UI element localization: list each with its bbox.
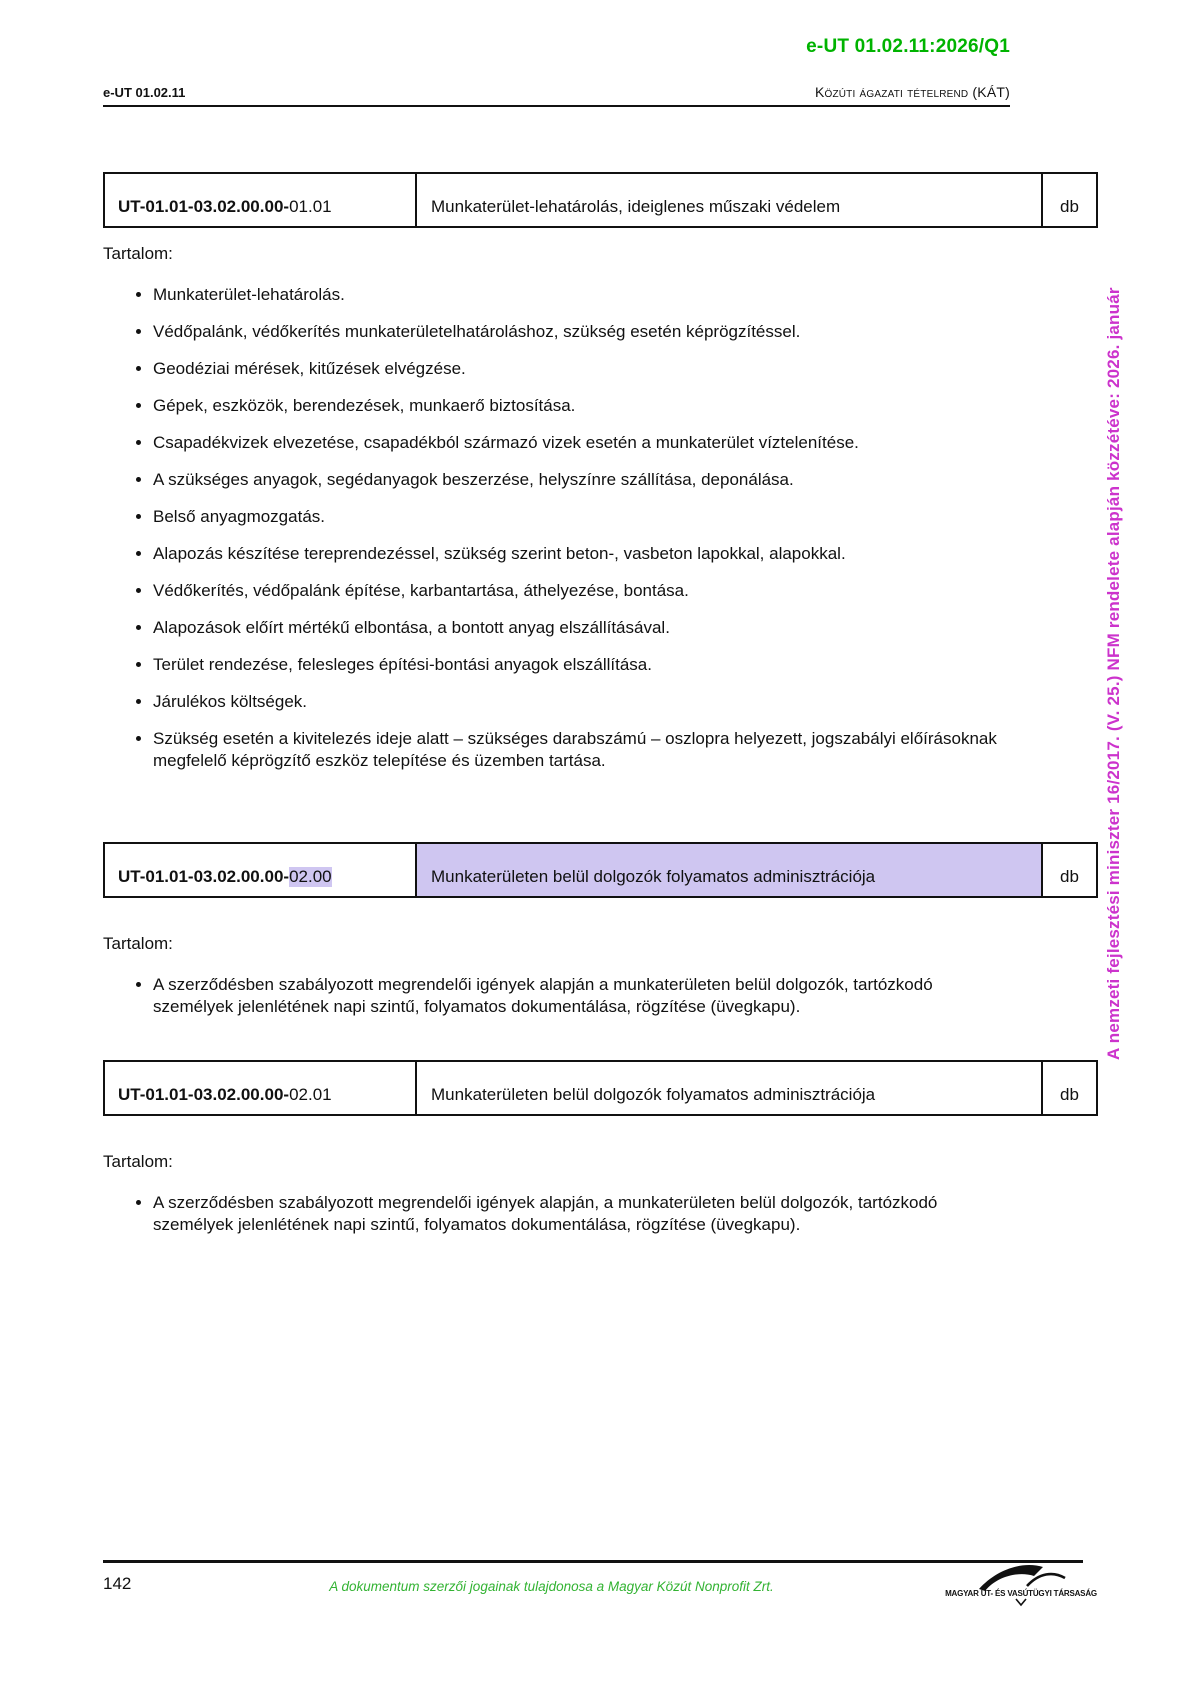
chevron-down-icon [1014, 1598, 1028, 1607]
bullet-item: • Geodéziai mérések, kitűzések elvégzése. [153, 358, 1003, 380]
item-code-suffix: 02.01 [289, 1085, 332, 1104]
content-bullet-list [103, 974, 1098, 1018]
bullet-item: • A szükséges anyagok, segédanyagok beszerzése, helyszínre szállítása, deponálása. [153, 469, 1003, 491]
item-title-cell-highlighted [417, 844, 1043, 896]
page-body [103, 172, 1098, 1251]
item-header-row [103, 842, 1098, 898]
running-header-left: e-UT 01.02.11 [103, 85, 186, 100]
item-section-02-01 [103, 1060, 1098, 1236]
bullet-item: • Gépek, eszközök, berendezések, munkaerő biztosítása. [153, 395, 1003, 417]
item-header-row [103, 172, 1098, 228]
bullet-item: • Terület rendezése, felesleges építési-bontási anyagok elszállítása. [153, 654, 1003, 676]
item-section-02-00 [103, 842, 1098, 1018]
logo-text: MAGYAR ÚT- ÉS VASÚTÜGYI TÁRSASÁG [945, 1589, 1097, 1598]
item-unit-cell [1043, 174, 1096, 226]
bullet-item: • A szerződésben szabályozott megrendelői igények alapján a munkaterületen belül dolgozók, tartózkodó személyek jelenlétének napi szintű, folyamatos dokumentálása, rögzítése (üvegkapu). [153, 974, 1003, 1018]
page-number: 142 [103, 1574, 132, 1593]
content-label: Tartalom: [103, 1152, 173, 1171]
doc-reference-top: e-UT 01.02.11:2026/Q1 [806, 36, 1010, 57]
item-code-prefix: UT-01.01-03.02.00.00- [118, 197, 290, 216]
item-code-cell [105, 174, 417, 226]
bullet-item: • Védőpalánk, védőkerítés munkaterületelhatároláshoz, szükség esetén képrögzítéssel. [153, 321, 1003, 343]
item-code-cell [105, 1062, 417, 1114]
item-code-prefix: UT-01.01-03.02.00.00- [118, 1085, 290, 1104]
item-unit: db [1060, 867, 1079, 886]
footer-rule [103, 1560, 1083, 1563]
bullet-item: • Járulékos költségek. [153, 691, 1003, 713]
item-title-cell [417, 1062, 1043, 1114]
bullet-item: • Csapadékvizek elvezetése, csapadékból származó vizek esetén a munkaterület víztelenítése. [153, 432, 1003, 454]
bullet-item: • Belső anyagmozgatás. [153, 506, 1003, 528]
item-title: Munkaterület-lehatárolás, ideiglenes műszaki védelem [431, 197, 841, 216]
item-unit-cell [1043, 844, 1096, 896]
bullet-item: • A szerződésben szabályozott megrendelői igények alapján, a munkaterületen belül dolgozók, tartózkodó személyek jelenlétének napi szintű, folyamatos dokumentálása, rögzítése (üvegkapu). [153, 1192, 1003, 1236]
content-bullet-list [103, 1192, 1098, 1236]
item-code-suffix: 01.01 [289, 197, 332, 216]
side-publication-note: A nemzeti fejlesztési miniszter 16/2017. (V. 25.) NFM rendelete alapján közzétéve: 2026. január [1104, 287, 1123, 1060]
bullet-item: • Védőkerítés, védőpalánk építése, karbantartása, áthelyezése, bontása. [153, 580, 1003, 602]
copyright-notice: A dokumentum szerzői jogainak tulajdonosa a Magyar Közút Nonprofit Zrt. [329, 1579, 774, 1594]
road-swoosh-icon [975, 1563, 1067, 1591]
bullet-item: • Alapozás készítése tereprendezéssel, szükség szerint beton-, vasbeton lapokkal, alapokkal. [153, 543, 1003, 565]
item-unit: db [1060, 197, 1079, 216]
item-title: Munkaterületen belül dolgozók folyamatos adminisztrációja [431, 867, 876, 886]
item-code-cell [105, 844, 417, 896]
content-label: Tartalom: [103, 934, 173, 953]
item-title: Munkaterületen belül dolgozók folyamatos adminisztrációja [431, 1085, 876, 1104]
item-code-prefix: UT-01.01-03.02.00.00- [118, 867, 290, 886]
content-bullet-list [103, 284, 1098, 772]
bullet-item: • Szükség esetén a kivitelezés ideje alatt – szükséges darabszámú – oszlopra helyezett, jogszabályi előírásoknak megfelelő képrögzítő eszköz telepítése és üzemben tartása. [153, 728, 1003, 772]
item-unit-cell [1043, 1062, 1096, 1114]
item-section-01-01 [103, 172, 1098, 772]
running-header [103, 84, 1010, 107]
bullet-item: • Alapozások előírt mértékű elbontása, a bontott anyag elszállításával. [153, 617, 1003, 639]
item-header-row [103, 1060, 1098, 1116]
organization-logo [945, 1563, 1097, 1607]
content-label: Tartalom: [103, 244, 173, 263]
bullet-item: • Munkaterület-lehatárolás. [153, 284, 1003, 306]
item-unit: db [1060, 1085, 1079, 1104]
item-code-suffix-highlighted: 02.00 [289, 867, 332, 886]
running-header-right: Közúti ágazati tételrend (KÁT) [814, 84, 1010, 100]
item-title-cell [417, 174, 1043, 226]
